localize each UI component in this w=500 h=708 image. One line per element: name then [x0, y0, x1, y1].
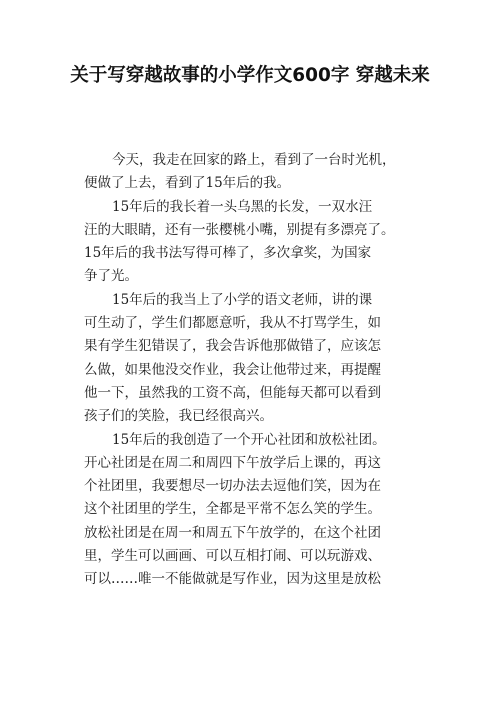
document-body	[84, 149, 434, 592]
text-line: 15年后的我长着一头乌黑的长发，一双水汪	[112, 198, 373, 215]
text-line: 开心社团是在周二和周四下午放学后上课的，再这	[84, 454, 381, 471]
text-line: 15年后的我当上了小学的语文老师，讲的课	[112, 291, 373, 308]
text-line: 可以……唯一不能做就是写作业，因为这里是放松	[84, 571, 381, 588]
text-line: 么做，如果他没交作业，我会让他带过来，再提醒	[84, 361, 381, 378]
text-line: 孩子们的笑脸，我已经很高兴。	[84, 408, 273, 425]
text-line: 这个社团里的学生，全都是平常不怎么笑的学生。	[84, 501, 381, 518]
document-title: 关于写穿越故事的小学作文600字 穿越未来	[70, 65, 430, 86]
text-line: 15年后的我创造了一个开心社团和放松社团。	[112, 431, 386, 448]
text-line: 汪的大眼睛，还有一张樱桃小嘴，别提有多漂亮了。	[84, 221, 395, 238]
text-line: 果有学生犯错误了，我会告诉他那做错了，应该怎	[84, 338, 381, 355]
text-line: 便做了上去，看到了15年后的我。	[84, 175, 291, 192]
text-line: 他一下，虽然我的工资不高，但能每天都可以看到	[84, 384, 381, 401]
text-line: 争了光。	[84, 268, 138, 285]
text-line: 里，学生可以画画、可以互相打闹、可以玩游戏、	[84, 548, 381, 565]
text-line: 可生动了，学生们都愿意听，我从不打骂学生，如	[84, 315, 381, 332]
text-line: 放松社团是在周一和周五下午放学的，在这个社团	[84, 524, 381, 541]
text-line: 今天，我走在回家的路上，看到了一台时光机，	[112, 152, 396, 168]
text-line: 15年后的我书法写得可棒了，多次拿奖，为国家	[84, 245, 372, 262]
text-line: 个社团里，我要想尽一切办法去逗他们笑，因为在	[84, 478, 381, 495]
